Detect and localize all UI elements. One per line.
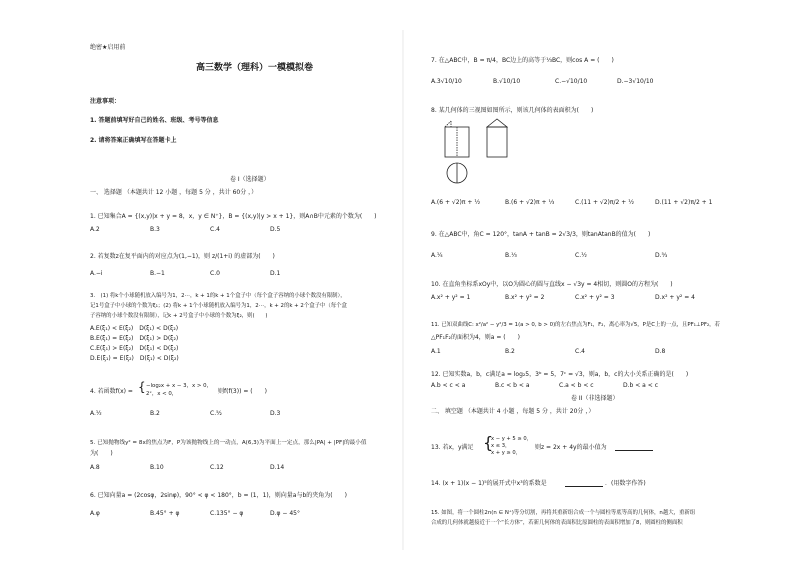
question-9-option-d: D.⁵⁄₃: [655, 252, 668, 259]
section-two-heading: 二、 填空题 （本题共计 4 小题 ，每题 5 分 ，共计 20分 ，）: [431, 408, 595, 415]
question-10-option-b: B.x² + y² = 2: [505, 294, 545, 301]
question-2-stem: 2. 若复数z在复平面内的对应点为(1,−1)，则 z/(1+i) 的虚部为( ): [90, 253, 275, 260]
question-11-line-1: 11. 已知双曲线C: x²/a² − y²/3 = 1(a > 0, b > 0)的左右焦点为F₁，F₂，离心率为√5，P是C上的一点，且PF₁⊥PF₂，若: [431, 322, 720, 328]
question-6-option-d: D.φ − 45°: [270, 510, 300, 517]
question-11-option-a: A.1: [431, 348, 441, 355]
question-5-option-c: C.12: [210, 464, 224, 471]
question-7-option-a: A.3√10/10: [431, 78, 462, 85]
side-view-rect: [487, 127, 507, 157]
question-3-line-2: 记1号盒子中小球的个数为ξ₁；(2) 将k + 1个小球随机放入编号为1，2⋯，k + 2的k + 2个盒子中（每个盒: [90, 303, 347, 309]
question-4-case-2: 2ˣ，x < 0，: [146, 391, 178, 397]
question-5-option-d: D.14: [270, 464, 285, 471]
section-one-heading: 一、 选择题 （本题共计 12 小题 ，每题 5 分 ，共计 60分 ，）: [90, 189, 258, 196]
column-divider: [402, 30, 404, 550]
question-6-option-b: B.45° + φ: [150, 510, 180, 517]
question-1-option-b: B.3: [150, 226, 160, 233]
question-6-option-c: C.135° − φ: [210, 510, 244, 517]
question-3-option-a: A.E(ξ₁) < E(ξ₂) D(ξ₁) < D(ξ₂): [90, 325, 179, 332]
question-3-line-3: 子容纳的小球个数没有限制），记k + 2号盒子中小球的个数为ξ₂，则( ): [90, 313, 268, 319]
question-14-stem: 14. (x + 1)(x − 1)⁵的展开式中x³的系数是: [431, 480, 547, 487]
notice-item-1: 1. 答题前填写好自己的姓名、班级、考号等信息: [90, 117, 219, 124]
question-5-option-b: B.10: [150, 464, 164, 471]
question-4-brace: {: [138, 380, 146, 394]
question-8-option-b: B.(6 + √2)π + ⅓: [505, 199, 555, 206]
question-15-line-2: 合成的几何体就越接近于一个“长方体”，若新几何体的表面积比原圆柱的表面积增加了8，则圆柱的侧面积: [431, 520, 683, 526]
question-9-option-a: A.¼: [431, 252, 443, 259]
question-7-option-b: B.√10/10: [493, 78, 521, 85]
question-8-stem: 8. 某几何体的三视图如图所示，则该几何体的表面积为( ): [431, 107, 594, 114]
question-8-option-d: D.(11 + √2)π/2 + 1: [655, 199, 713, 206]
question-4-case-1: −log₂x + x − 3，x > 0，: [146, 383, 212, 389]
question-4-tail: 则f(f(3)) = ( ): [218, 388, 267, 395]
question-3-option-d: D.E(ξ₁) = E(ξ₂) D(ξ₁) < D(ξ₂): [90, 355, 179, 362]
question-11-line-2: △PF₁F₂的面积为4，则a = ( ): [431, 334, 520, 341]
question-4-option-c: C.⁵⁄₂: [210, 410, 222, 417]
question-15-line-1: 15. 如图，将一个圆柱2n(n ∈ N⁺)等分切割，再将其重新组合成一个与圆柱等底等高的几何体，n越大，重新组: [431, 510, 696, 516]
question-1-option-a: A.2: [90, 226, 100, 233]
question-2-option-a: A.−i: [90, 270, 103, 277]
secret-label: 绝密★启用前: [90, 44, 126, 51]
question-2-option-b: B.−1: [150, 270, 165, 277]
question-12-option-b: B.c < b < a: [495, 382, 530, 389]
question-9-option-c: C.½: [575, 252, 587, 259]
question-14-note: ．(用数字作答): [605, 480, 646, 487]
notice-heading: 注意事项：: [90, 98, 121, 105]
question-6-option-a: A.φ: [90, 510, 100, 517]
question-5-line-1: 5. 已知抛物线y² = 8x的焦点为F，P为该抛物线上的一动点，A(6,3)为平面上一定点，那么|PA| + |PF|的最小值: [90, 440, 367, 446]
question-1-option-c: C.4: [210, 226, 220, 233]
part-one-heading: 卷 I（选择题）: [230, 176, 270, 183]
part-two-heading: 卷 II（非选择题）: [571, 395, 619, 402]
question-8-option-a: A.(6 + √2)π + ½: [431, 199, 481, 206]
question-2-option-d: D.1: [270, 270, 281, 277]
question-7-option-c: C.−√10/10: [555, 78, 588, 85]
question-12-option-a: A.b < c < a: [431, 382, 466, 389]
question-4-option-d: D.3: [270, 410, 281, 417]
question-3-option-b: B.E(ξ₁) = E(ξ₂) D(ξ₁) > D(ξ₂): [90, 335, 179, 342]
question-3-option-c: C.E(ξ₁) > E(ξ₂) D(ξ₁) < D(ξ₂): [90, 345, 179, 352]
question-3-line-1: 3. (1) 将k个小球随机放入编号为1，2⋯，k + 1的k + 1个盒子中（每个盒子容纳的小球个数没有限制），: [90, 293, 346, 299]
side-view-roof: [487, 119, 507, 127]
question-13-lead: 13. 若x，y满足: [431, 444, 474, 451]
three-view-figure: [441, 117, 531, 189]
page-title: 高三数学（理科）一模模拟卷: [196, 63, 314, 73]
notice-item-2: 2. 请将答案正确填写在答题卡上: [90, 137, 177, 144]
question-1-option-d: D.5: [270, 226, 281, 233]
question-4-option-a: A.½: [90, 410, 102, 417]
question-11-option-d: D.8: [655, 348, 666, 355]
question-11-option-c: C.4: [575, 348, 585, 355]
question-7-option-d: D.−3√10/10: [617, 78, 654, 85]
question-1-stem: 1. 已知集合A = {(x,y)|x + y = 8，x，y ∈ N⁺}，B = {(x,y)|y > x + 1}，则A∩B中元素的个数为( ): [90, 213, 377, 220]
question-12-stem: 12. 已知实数a，b，c满足a = log₂5，3ᵇ = 5，7ᶜ = √3，则a，b，c的大小关系正确的是( ): [431, 371, 689, 378]
question-13-constraint-1: x − y + 5 ≥ 0，: [491, 436, 532, 442]
question-8-option-c: C.(11 + √2)π/2 + ½: [575, 199, 635, 206]
question-14-answer-blank[interactable]: [565, 480, 603, 487]
question-13-constraint-2: x ≤ 3，: [491, 443, 511, 449]
right-column: [405, 0, 794, 562]
question-10-stem: 10. 在直角坐标系xOy中，以O为圆心的圆与直线x − √3y = 4相切，则圆O的方程为( ): [431, 281, 673, 288]
question-13-brace: {: [483, 433, 494, 452]
question-13-answer-blank[interactable]: [615, 444, 653, 451]
question-11-option-b: B.2: [505, 348, 515, 355]
question-10-option-c: C.x² + y² = 3: [575, 294, 615, 301]
question-5-option-a: A.8: [90, 464, 100, 471]
question-4-option-b: B.2: [150, 410, 160, 417]
question-7-stem: 7. 在△ABC中，B = π/4，BC边上的高等于⅓BC，则cos A = ( ): [431, 57, 614, 64]
question-2-option-c: C.0: [210, 270, 220, 277]
question-10-option-d: D.x² + y² = 4: [655, 294, 695, 301]
question-12-option-d: D.b < a < c: [623, 382, 658, 389]
question-13-tail: 则z = 2x + 4y的最小值为: [535, 444, 607, 451]
question-9-stem: 9. 在△ABC中，角C = 120°，tanA + tanB = 2√3/3，则tanAtanB的值为( ): [431, 231, 651, 238]
question-4-lead: 4. 若函数f(x) =: [90, 388, 133, 395]
question-10-option-a: A.x² + y² = 1: [431, 294, 471, 301]
question-12-option-c: C.a < b < c: [559, 382, 594, 389]
question-9-option-b: B.⅓: [505, 252, 517, 259]
question-6-stem: 6. 已知向量a = (2cosφ，2sinφ)，90° < φ < 180°，b = (1，1)，则向量a与b的夹角为( ): [90, 492, 347, 499]
question-13-constraint-3: x + y ≥ 0，: [491, 450, 521, 456]
question-5-line-2: 为( ): [90, 450, 113, 457]
